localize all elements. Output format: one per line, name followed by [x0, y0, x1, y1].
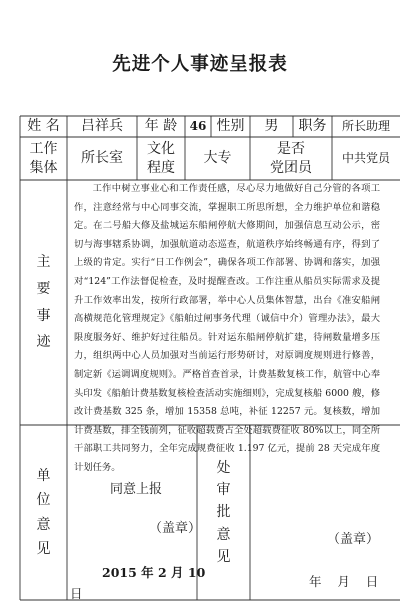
name-label: 姓 名	[27, 117, 60, 134]
gender-label: 性别	[216, 117, 245, 134]
main-deeds-label-char-4: 迹	[36, 334, 51, 351]
education-label-line-1: 文化	[147, 140, 175, 157]
approval-opinion-seal: （盖章）	[327, 532, 380, 547]
unit-opinion-seal: （盖章）	[149, 521, 202, 536]
name-value: 吕祥兵	[81, 117, 123, 134]
unit-opinion-date: 2015 年 2 月 10	[102, 565, 206, 580]
work-unit-label-line-2: 集体	[29, 159, 58, 176]
unit-opinion-date-day: 日	[70, 586, 83, 601]
approval-opinion-label	[197, 425, 250, 600]
approval-opinion-label-char-5: 见	[216, 549, 231, 566]
education-value: 大专	[203, 149, 232, 166]
party-member-label	[250, 137, 332, 180]
age-label: 年 龄	[144, 117, 178, 134]
approval-opinion-label-char-4: 意	[216, 526, 231, 543]
education-label	[137, 137, 185, 180]
party-member-value: 中共党员	[341, 151, 390, 165]
approval-opinion-label-char-3: 批	[216, 504, 231, 521]
unit-opinion-content: 同意上报	[110, 482, 163, 497]
work-unit-value: 所长室	[81, 149, 123, 166]
unit-opinion-label-char-4: 见	[36, 541, 51, 557]
main-deeds-label-char-3: 事	[36, 307, 51, 324]
unit-opinion-label-char-3: 意	[36, 516, 51, 533]
work-unit-label	[20, 137, 67, 180]
age-value: 46	[189, 119, 207, 133]
education-label-line-2: 程度	[147, 159, 175, 176]
position-label: 职务	[298, 117, 327, 134]
party-member-label-line-2: 党团员	[270, 159, 312, 176]
unit-opinion-label	[20, 425, 67, 600]
approval-opinion-label-char-2: 审	[216, 481, 231, 498]
position-value: 所长助理	[341, 119, 390, 133]
approval-opinion-label-char-1: 处	[216, 459, 231, 476]
unit-opinion-label-char-2: 位	[36, 492, 51, 508]
main-deeds-label	[20, 180, 67, 425]
unit-opinion-label-char-1: 单	[36, 467, 51, 484]
approval-opinion-date: 年 月 日	[309, 574, 379, 589]
form-title: 先进个人事迹呈报表	[112, 54, 288, 75]
main-deeds-label-char-1: 主	[36, 254, 51, 271]
work-unit-label-line-1: 工作	[29, 140, 58, 157]
main-deeds-label-char-2: 要	[36, 280, 51, 297]
main-deeds-text: 工作中树立事业心和工作责任感，尽心尽力地做好自己分管的各项工作，注意经常与中心同事交流，掌握职工所思所想，全力维护单位和谐稳定。在二号船大修及盐城运东船闸停航大修期间，加强信息互动公示，密切与海事辖系协调，加强航道动态巡查，航道秩序始终畅通有序，得到了上级的肯定。实行“日工作例会”，确保各项工作部署、协调和落实，加强对“124”工作法督促检查，及时提醒查改。工作注重从船员实际需求及提升工作效率出发，按所行政部署，举中心人员集体智慧，出台《准安船闸高横规范化管理规定》《船舶过闸事务代理（诚信中介）管理办法》，最大限度服务好、维护好过往船员。针对运东船闸停航扩建，待闸数量增多压力，组织两中心人员加强对当前运行形势研讨，对原调度规则进行修善，制定新《运调调度规则》。严格首查首录，计费基数复核工作，航管中心奉头印发《船舶计费基数复核检查活动实施细则》，完成复核船 6000 艘，修改计费基数 325 条，增加 15358 总吨，补征 12257 元。复核数，增加计费基数，排全钱前列，征收超载费占全处超载费征收 80%以上，同全所干部职工共同努力，全年完成规费征收 1.197 亿元，提前 28 天完成年度计划任务。	[74, 183, 380, 473]
party-member-label-line-1: 是否	[277, 140, 305, 157]
gender-value: 男	[264, 117, 279, 134]
